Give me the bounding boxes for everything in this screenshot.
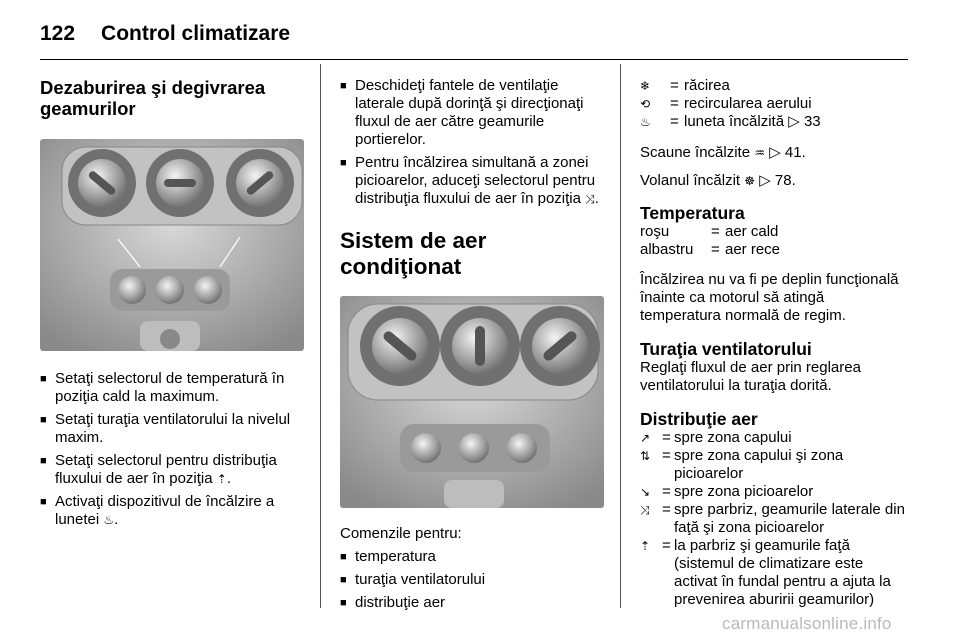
temperature-note: Încălzirea nu va fi pe deplin funcţională înainte ca motorul să atingă temperatura normală de regim. (640, 271, 899, 324)
airflow-windscreen-side-feet-icon: ⤨ (640, 503, 650, 517)
symbol-row: ❄ = răcirea (640, 77, 730, 94)
dist-row: ↗ = spre zona capului (640, 429, 792, 446)
airflow-feet-icon: ↘ (640, 485, 651, 499)
airflow-windscreen-icon: ⇡ (216, 472, 227, 486)
list-item: ■ Setaţi turaţia ventilatorului la nivelul maxim. (40, 411, 304, 447)
column-right (640, 64, 908, 609)
rear-window-heat-icon: ♨ (103, 513, 115, 527)
airflow-head-feet-icon: ⇅ (640, 449, 651, 463)
dist-row: ⇅ = spre zona capului şi zona picioarelor (640, 447, 844, 482)
wheel-ref: Volanul încălzit ☸ ▷ 78. (640, 172, 796, 189)
column-divider (320, 64, 321, 608)
page-ref-arrow-icon: ▷ (759, 172, 771, 189)
page-header (40, 22, 290, 46)
fan-speed-text: Reglaţi fluxul de aer prin reglarea ventilatorului la turaţia dorită. (640, 359, 861, 394)
dist-row: ↘ = spre zona picioarelor (640, 483, 814, 500)
list-item: ■ turaţia ventilatorului (340, 571, 604, 589)
list-item: ■ Activaţi dispozitivul de încălzire a lunetei ♨. (40, 493, 304, 529)
section-heading-defrost: Dezaburirea şi degivrarea geamurilor (40, 77, 266, 119)
temp-row: albastru = aer rece (640, 241, 781, 258)
rear-window-heat-icon: ♨ (640, 115, 651, 129)
airflow-windscreen-icon: ⇡ (640, 539, 651, 553)
list-item: ■ distribuţie aer (340, 594, 604, 612)
recirculation-icon: ⟲ (640, 97, 651, 111)
symbol-row: ⟲ = recircularea aerului (640, 95, 812, 112)
climate-control-photo (40, 139, 304, 351)
chapter-title: Control climatizare (101, 22, 291, 45)
list-item: ■ Setaţi selectorul pentru distribuţia fluxului de aer în poziţia ⇡. (40, 452, 304, 488)
list-item: ■ Deschideţi fantele de ventilaţie laterale după dorinţă şi direcţionaţi fluxul de aer către geamurile portierelor. (340, 77, 604, 149)
header-rule (40, 59, 908, 60)
page-number: 122 (40, 22, 76, 45)
dist-row: ⤨ = spre parbriz, geamurile laterale din faţă şi zona picioarelor (640, 501, 905, 536)
symbol-row: ♨ = luneta încălzită ▷ 33 (640, 113, 821, 130)
temperature-heading: Temperatura (640, 203, 745, 223)
column-divider (620, 64, 621, 608)
temp-row: roşu = aer cald (640, 223, 779, 240)
section-heading-ac: Sistem de aer condiţionat (340, 228, 487, 279)
dist-row: ⇡ = la parbriz şi geamurile faţă (sistemul de climatizare este activat în fundal pentru a ajuta la prevenirea aburirii geamurilor) (640, 537, 891, 608)
page-ref-arrow-icon: ▷ (769, 144, 781, 161)
airflow-head-icon: ↗ (640, 431, 651, 445)
controls-intro: Comenzile pentru: (340, 525, 462, 542)
list-item: ■ temperatura (340, 548, 604, 566)
column-left (40, 64, 304, 534)
fan-speed-heading: Turaţia ventilatorului (640, 339, 812, 359)
snowflake-icon: ❄ (640, 79, 651, 93)
seats-ref: Scaune încălzite ♒ ▷ 41. (640, 144, 806, 161)
air-distribution-heading: Distribuţie aer (640, 409, 758, 429)
climate-control-photo-ac (340, 296, 604, 508)
airflow-windscreen-side-feet-icon: ⤨ (585, 192, 595, 206)
watermark: carmanualsonline.info (722, 614, 892, 633)
column-middle (340, 64, 604, 617)
list-item: ■ Setaţi selectorul de temperatură în poziţia cald la maximum. (40, 370, 304, 406)
heated-wheel-icon: ☸ (744, 174, 756, 188)
list-item: ■ Pentru încălzirea simultană a zonei picioarelor, aduceţi selectorul pentru distribuţia fluxului de aer în poziţia ⤨. (340, 154, 604, 208)
page-ref-arrow-icon: ▷ (788, 113, 800, 130)
heated-seat-icon: ♒ (754, 146, 766, 160)
